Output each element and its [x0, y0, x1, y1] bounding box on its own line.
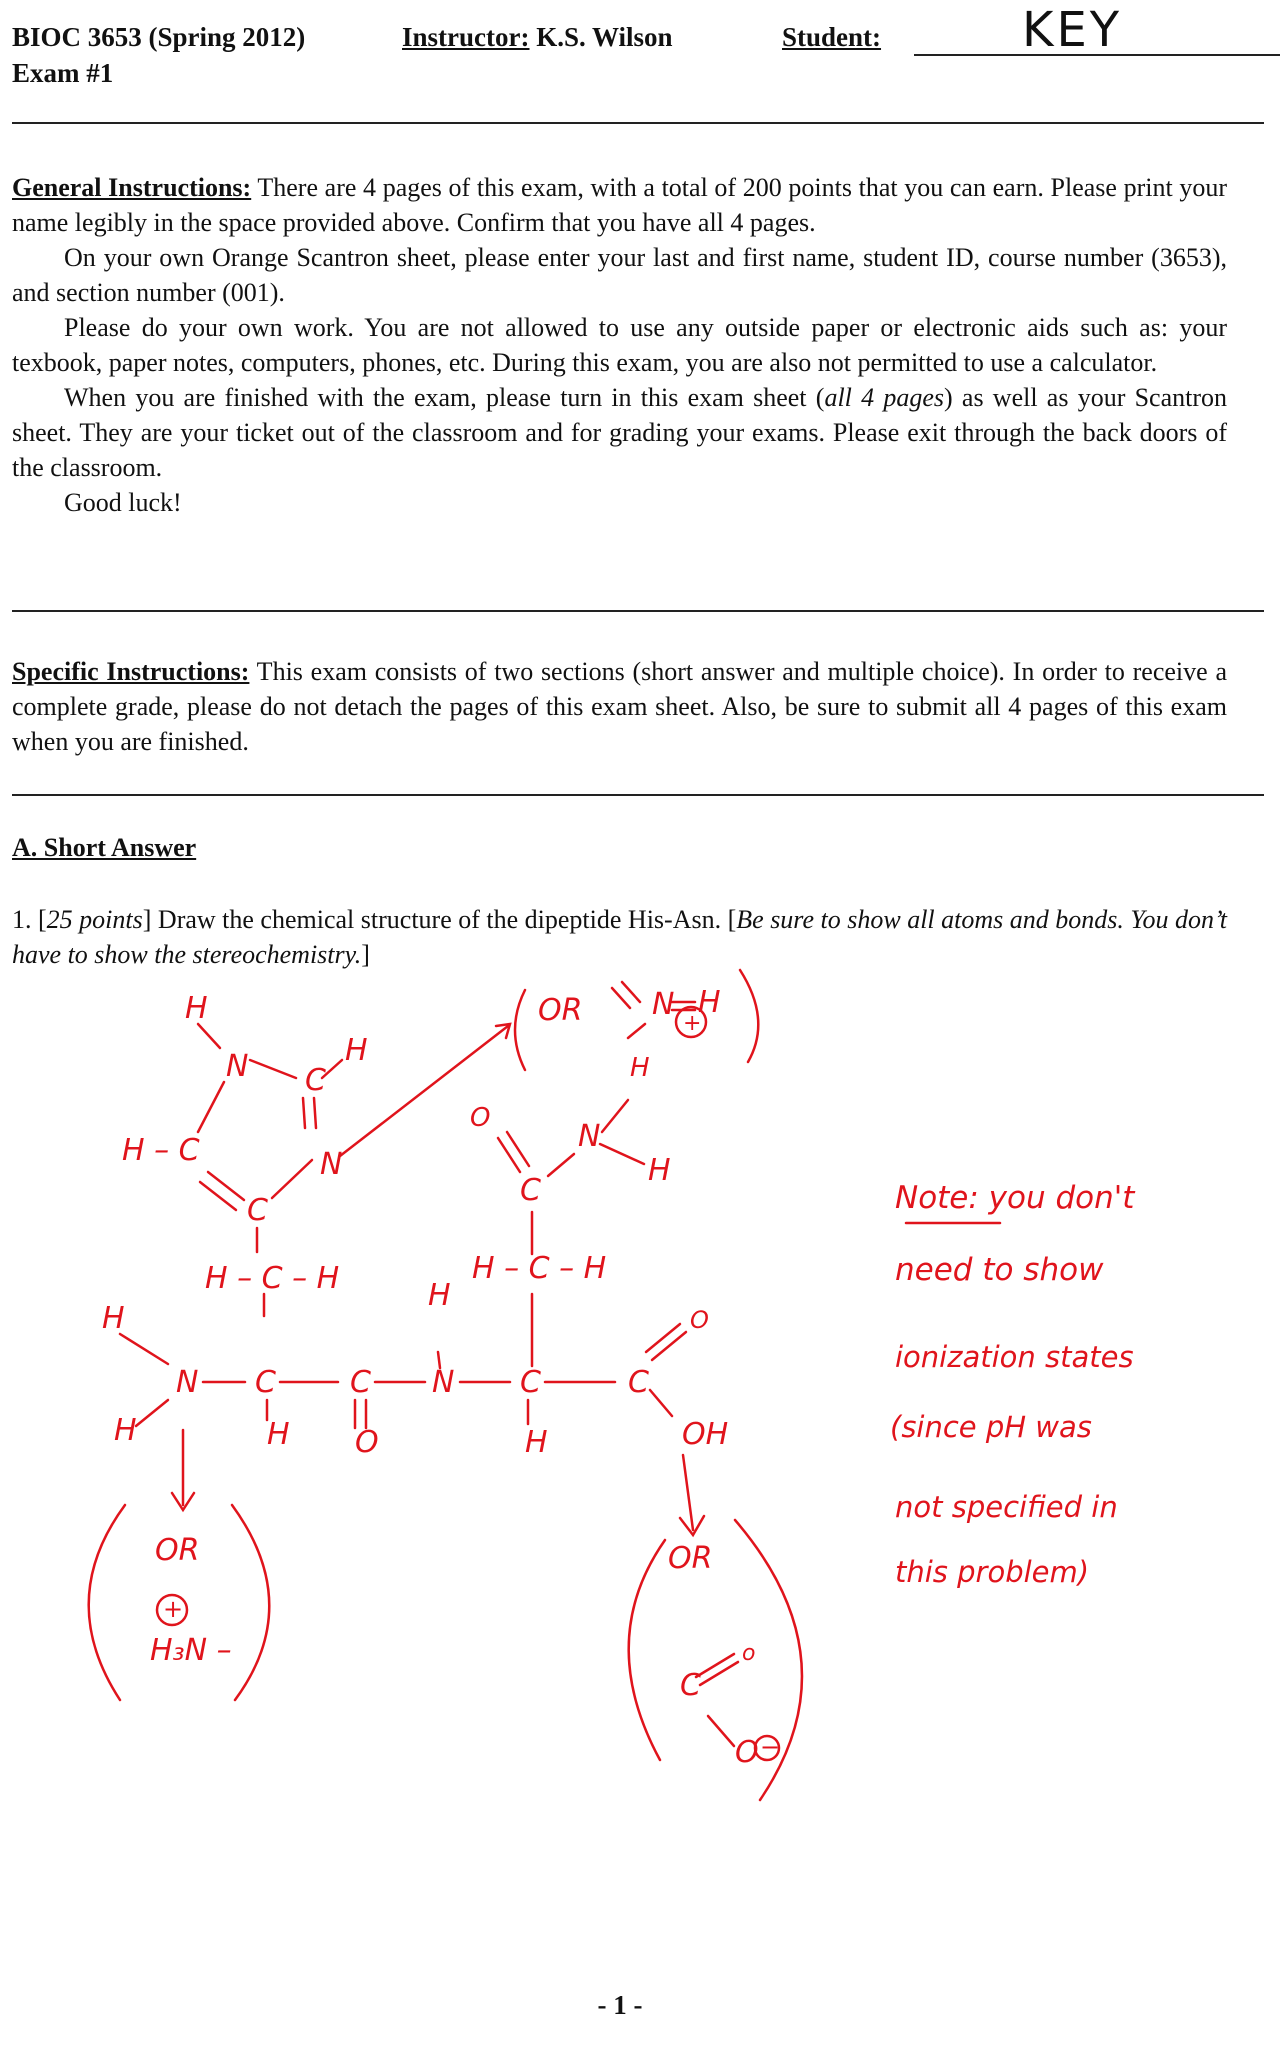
- atom-label: H: [525, 1425, 548, 1460]
- atom-label: H: [648, 1153, 671, 1188]
- bond: [272, 1160, 312, 1198]
- q1-note: Be sure to show all atoms and bonds. You don’t have to show the stereochemistry.: [12, 905, 1227, 969]
- note-line-4: (since pH was: [890, 1410, 1092, 1444]
- charge-plus: +: [683, 1011, 702, 1036]
- specific-heading: Specific Instructions:: [12, 657, 250, 686]
- general-p4: [12, 380, 1227, 485]
- note-line-5: not specified in: [895, 1490, 1118, 1524]
- atom-label: O: [355, 1425, 379, 1460]
- alt-nh3-label: H₃N –: [150, 1633, 232, 1668]
- bond: [600, 1144, 644, 1164]
- bond: [602, 1100, 628, 1132]
- note-line-3: ionization states: [895, 1340, 1134, 1374]
- exam-title: Exam #1: [12, 58, 114, 88]
- atom-label: C: [350, 1365, 371, 1400]
- atom-label: H: [102, 1301, 125, 1336]
- instructor-label: Instructor:: [402, 22, 530, 52]
- atom-label: N: [176, 1365, 199, 1400]
- atom-label: N: [432, 1365, 455, 1400]
- course-title: BIOC 3653 (Spring 2012): [12, 22, 306, 52]
- general-p4-b: ) as well as your Scantron sheet. They are your ticket out of the classroom and for grading your exams. Please exit through the back doors of the classroom.: [12, 383, 1228, 482]
- bond: [198, 1082, 224, 1132]
- question-1: 1. [25 points] Draw the chemical structure of the dipeptide His-Asn. [Be sure to show all atoms and bonds. You don’t have to show the stereochemistry.]: [12, 905, 1227, 969]
- note-line-2: need to show: [895, 1252, 1104, 1288]
- general-p5: Good luck!: [64, 488, 182, 517]
- section-a-heading: A. Short Answer: [12, 833, 197, 862]
- bond: [548, 1154, 574, 1176]
- bond: [198, 1024, 220, 1048]
- atom-label: C: [520, 1173, 541, 1208]
- bracket: [740, 970, 758, 1062]
- bond: [200, 1172, 244, 1210]
- atom-label: N: [226, 1049, 249, 1084]
- bond: [696, 1654, 738, 1685]
- atom-label: H: [428, 1278, 451, 1313]
- note-line-1: Note: you don't: [895, 1180, 1135, 1216]
- page-number: - 1 -: [597, 1990, 643, 2020]
- atom-label: H – C – H: [205, 1261, 340, 1296]
- bond: [650, 1390, 672, 1416]
- general-heading: General Instructions:: [12, 173, 252, 202]
- general-p1: There are 4 pages of this exam, with a total of 200 points that you can earn. Please print your name legibly in the space provided above. Confirm that you have all 4 pages.: [12, 173, 1227, 237]
- atom-label: C: [680, 1668, 701, 1703]
- student-answer-key: KEY: [1022, 2, 1123, 58]
- atom-label: o: [742, 1641, 756, 1666]
- bracket: [89, 1505, 125, 1700]
- general-p3: Please do your own work. You are not allowed to use any outside paper or electronic aids such as: your texbook, paper notes, computers, phones, etc. During this exam, you are also not permitted to use a calculator.: [12, 313, 1227, 377]
- bracket: [232, 1505, 269, 1700]
- atom-label: H: [345, 1033, 368, 1068]
- atom-label: H: [698, 985, 721, 1020]
- arrow: [683, 1455, 693, 1530]
- student-label: Student:: [782, 22, 882, 52]
- bond: [136, 1400, 168, 1426]
- divider: [12, 794, 1264, 796]
- q1-points: 25 points: [46, 905, 143, 934]
- bond: [303, 1098, 316, 1128]
- specific-instructions: [12, 654, 1227, 759]
- atom-label: H: [185, 991, 208, 1026]
- atom-label: C: [247, 1193, 268, 1228]
- divider: [12, 122, 1264, 124]
- note-line-6: this problem): [895, 1555, 1090, 1589]
- atom-label: O: [690, 1306, 709, 1334]
- bond: [355, 1400, 366, 1428]
- divider: [12, 610, 1264, 612]
- atom-label: C: [520, 1365, 541, 1400]
- specific-text: This exam consists of two sections (short answer and multiple choice). In order to receive a complete grade, please do not detach the pages of this exam sheet. Also, be sure to submit all 4 pages of this exam when you are finished.: [12, 657, 1227, 756]
- atom-label: O: [470, 1103, 491, 1133]
- atom-label: N: [652, 987, 675, 1022]
- atom-label: H – C – H: [472, 1251, 607, 1286]
- atom-label: O: [735, 1735, 759, 1770]
- atom-label: N: [320, 1147, 343, 1182]
- atom-label: C: [628, 1365, 649, 1400]
- bond: [646, 1324, 686, 1360]
- charge-plus: +: [163, 1595, 184, 1623]
- alt-or-label: OR: [155, 1533, 200, 1568]
- dipeptide-structure-drawing: [0, 960, 1280, 1820]
- general-p4-a: When you are finished with the exam, please turn in this exam sheet (: [64, 383, 825, 412]
- atom-label: C: [305, 1063, 326, 1098]
- atom-label: C: [255, 1365, 276, 1400]
- atom-label: H – C: [122, 1133, 200, 1168]
- bond: [250, 1060, 296, 1078]
- alt-or-label: OR: [538, 993, 583, 1028]
- bond: [498, 1132, 529, 1172]
- bracket: [515, 990, 525, 1070]
- bracket: [629, 1540, 665, 1760]
- bond: [120, 1334, 168, 1364]
- atom-label: N: [578, 1119, 601, 1154]
- general-p4-em: all 4 pages: [824, 383, 945, 412]
- bond: [628, 1024, 645, 1038]
- atom-label: H: [114, 1413, 137, 1448]
- instructor-name: K.S. Wilson: [529, 22, 673, 52]
- instructor-line: [402, 22, 673, 53]
- bond: [612, 982, 640, 1008]
- general-p2: On your own Orange Scantron sheet, please enter your last and first name, student ID, course number (3653), and section number (001).: [12, 243, 1227, 307]
- atom-label: H: [267, 1417, 290, 1452]
- atom-label: OH: [682, 1417, 729, 1452]
- atom-label: H: [630, 1053, 650, 1083]
- bond: [708, 1716, 734, 1746]
- charge-minus: −: [760, 1733, 781, 1761]
- alt-or-label: OR: [668, 1541, 713, 1576]
- general-instructions: [12, 170, 1227, 520]
